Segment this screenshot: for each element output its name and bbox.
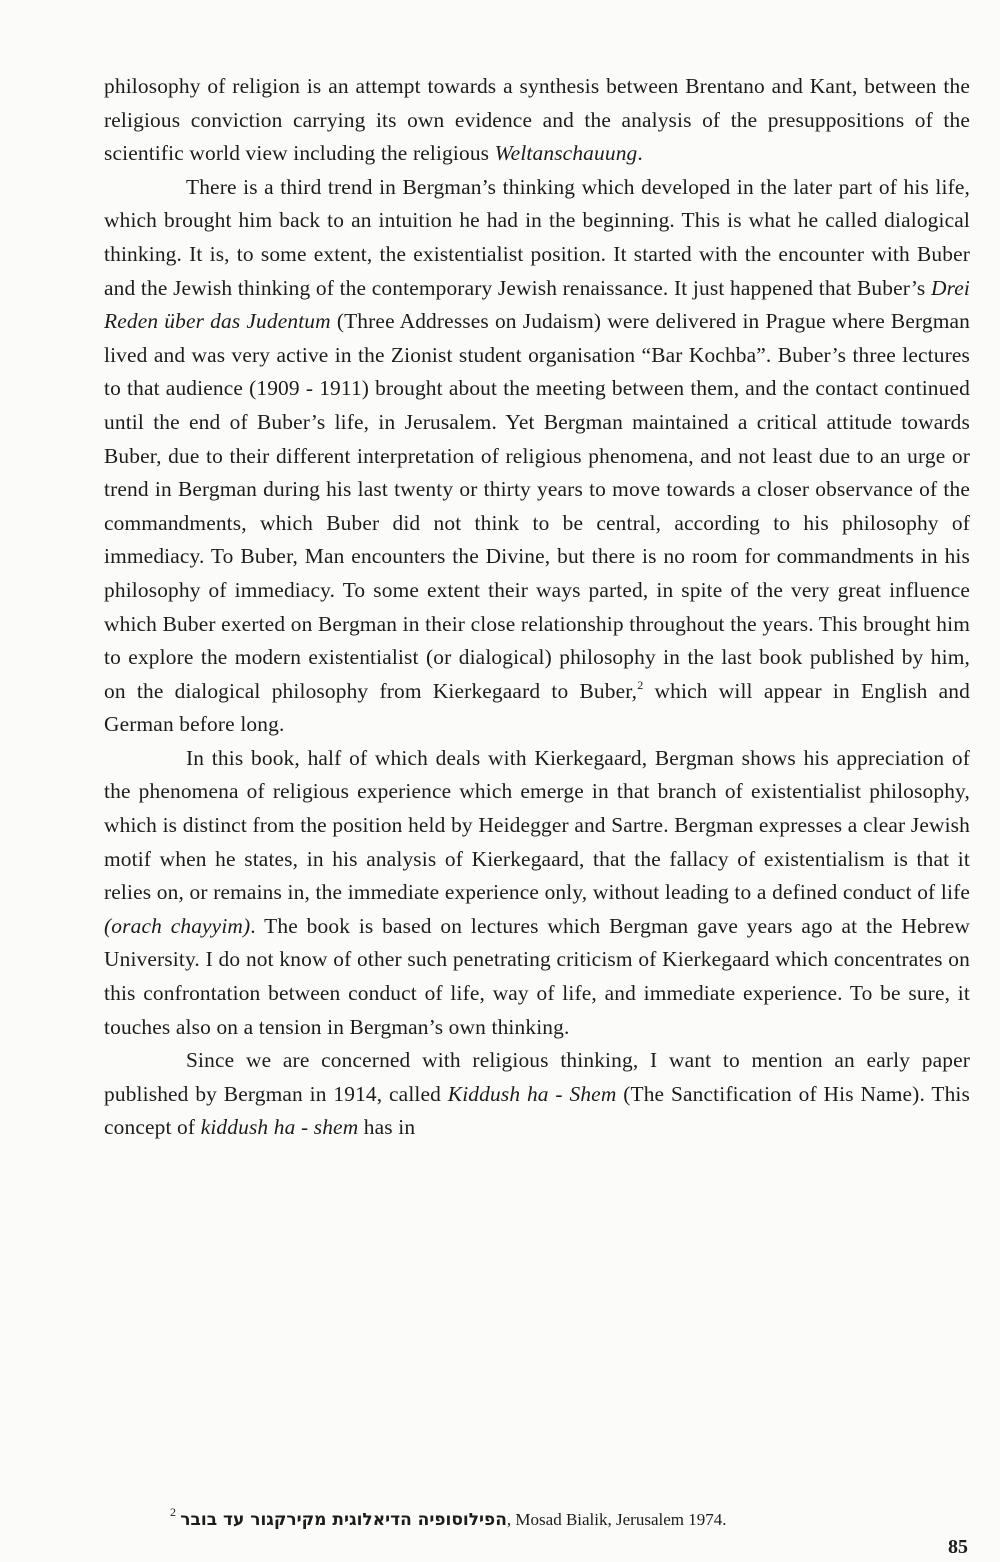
- paragraph: [104, 70, 970, 171]
- page-number: 85: [948, 1536, 968, 1558]
- footnote-marker: 2: [170, 1505, 176, 1519]
- text-run: Since we are concerned with religious thinking, I want to mention an early paper published by Bergman in 1914, called: [104, 1048, 970, 1106]
- text-run: .: [637, 141, 643, 166]
- italic-text: Drei Reden über das Judentum: [104, 275, 970, 334]
- text-run: (Three Addresses on Judaism) were delivered in Prague where Bergman lived and was very active in the Zionist student organisation “Bar Kochba”. Buber’s three lectures to that audience (1909 - 1911) brought about the meeting between them, and the contact continued until the end of Buber’s life, in Jerusalem. Yet Bergman maintained a critical attitude towards Buber, due to their different interpretation of religious phenomena, and not least due to an urge or trend in Bergman during his last twenty or thirty years to move towards a closer observance of the commandments, which Buber did not think to be central, according to his philosophy of immediacy. To Buber, Man encounters the Divine, but there is no room for commandments in his philosophy of immediacy. To some extent their ways parted, in spite of the very great influence which Buber exerted on Bergman in their close relationship throughout the years. This brought him to explore the modern existentialist (or dialogical) philosophy in the last book published by him, on the dialogical philosophy from Kierkegaard to Buber,: [104, 309, 970, 703]
- italic-text: (orach chayyim): [104, 913, 251, 938]
- italic-text: kiddush ha - shem: [200, 1115, 359, 1140]
- italic-text: Weltanschauung: [494, 141, 638, 166]
- paragraph: [104, 171, 970, 742]
- footnote-hebrew-title: הפילוסופיה הדיאלוגית מקירקגור עד בובר: [180, 1510, 507, 1530]
- text-run: philosophy of religion is an attempt towards a synthesis between Brentano and Kant, between the religious conviction carrying its own evidence and the analysis of the presuppositions of the scientific world view including the religious: [104, 74, 970, 166]
- text-run: In this book, half of which deals with Kierkegaard, Bergman shows his appreciation of the phenomena of religious experience which emerge in that branch of existentialist philosophy, which is distinct from the position held by Heidegger and Sartre. Bergman expresses a clear Jewish motif when he states, in his analysis of Kierkegaard, that the fallacy of existentialism is that it relies on, or remains in, the immediate experience only, without leading to a defined conduct of life: [104, 745, 970, 905]
- footnote-citation: , Mosad Bialik, Jerusalem 1974.: [506, 1510, 727, 1529]
- footnote: [170, 1505, 970, 1532]
- italic-text: Kiddush ha - Shem: [447, 1081, 617, 1106]
- text-run: (The Sanctification of His Name). This concept of: [104, 1081, 970, 1140]
- text-run: which will appear in English and German before long.: [104, 678, 970, 737]
- text-run: . The book is based on lectures which Bergman gave years ago at the Hebrew University. I do not know of other such penetrating criticism of Kierkegaard which concentrates on this confrontation between conduct of life, way of life, and immediate experience. To be sure, it touches also on a tension in Bergman’s own thinking.: [104, 913, 970, 1039]
- paragraph: [104, 742, 970, 1044]
- body-text: [104, 70, 970, 1145]
- text-run: has in: [358, 1115, 416, 1140]
- footnote-reference: 2: [637, 677, 644, 692]
- paragraph: [104, 1044, 970, 1145]
- text-run: There is a third trend in Bergman’s thinking which developed in the later part of his life, which brought him back to an intuition he had in the beginning. This is what he called dialogical thinking. It is, to some extent, the existentialist position. It started with the encounter with Buber and the Jewish thinking of the contemporary Jewish renaissance. It just happened that Buber’s: [104, 174, 970, 300]
